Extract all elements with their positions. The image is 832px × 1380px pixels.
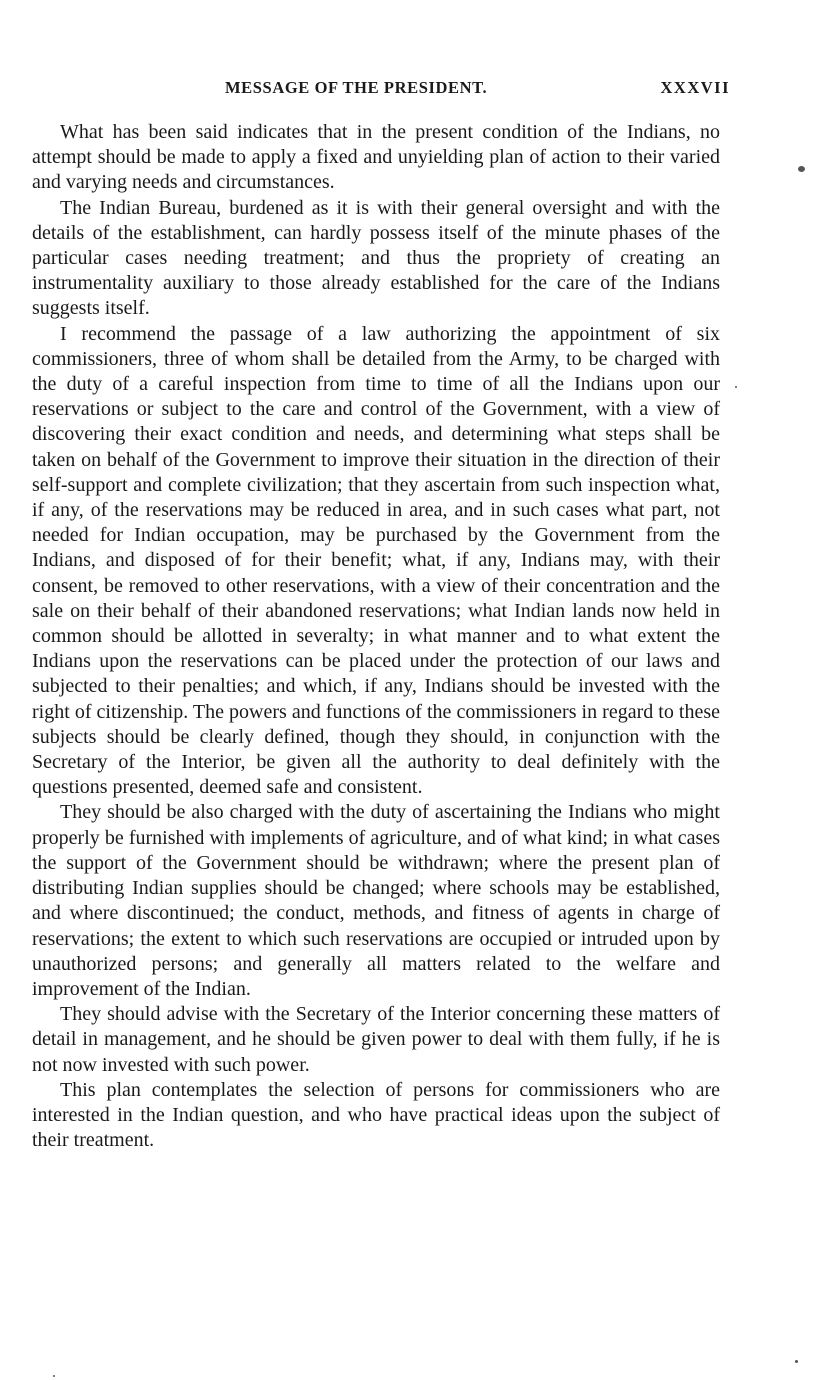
running-header [30,78,730,100]
scan-speck [735,386,737,388]
paragraph-6: This plan contemplates the selection of persons for commissioners who are interested in the Indian question, and who have practical ideas upon the subject of their treatment. [32,1078,720,1152]
scan-speck [53,1375,55,1377]
header-title: MESSAGE OF THE PRESIDENT. [225,78,488,97]
page-number: XXXVII [660,78,730,97]
body-text [32,120,720,1153]
paragraph-1: What has been said indicates that in the present condition of the Indians, no attempt should be made to apply a fixed and unyielding plan of action to their varied and varying needs and circumstances. [32,121,720,194]
scan-speck [795,1360,798,1363]
scan-speck [798,166,805,172]
paragraph-5: They should advise with the Secretary of the Interior concerning these matters of detail in management, and he should be given power to deal with them fully, if he is not now invested with such power. [32,1003,720,1076]
paragraph-4: They should be also charged with the duty of ascertaining the Indians who might properly be furnished with implements of agriculture, and of what kind; in what cases the support of the Government should be withdrawn; where the present plan of distributing Indian supplies should be changed; where schools may be established, and where discontinued; the conduct, methods, and fitness of agents in charge of reservations; the extent to which such reservations are occupied or intruded upon by unauthorized persons; and generally all matters related to the welfare and improvement of the Indian. [32,801,720,1000]
paragraph-3: I recommend the passage of a law authorizing the appointment of six commissioners, three of whom shall be detailed from the Army, to be charged with the duty of a careful inspection from time to time of all the Indians upon our reservations or subject to the care and control of the Government, with a view of discovering their exact condition and needs, and determining what steps shall be taken on behalf of the Government to improve their situation in the direction of their self-support and complete civilization; that they ascertain from such inspection what, if any, of the reservations may be reduced in area, and in such cases what part, not needed for Indian occupation, may be purchased by the Government from the Indians, and disposed of for their benefit; what, if any, Indians may, with their consent, be removed to other reservations, with a view of their concentration and the sale on their behalf of their abandoned reservations; what Indian lands now held in common should be allotted in severalty; in what manner and to what extent the Indians upon the reservations can be placed under the protection of our laws and subjected to their penalties; and which, if any, Indians should be invested with the right of citizenship. The powers and functions of the commissioners in regard to these subjects should be clearly defined, though they should, in conjunction with the Secretary of the Interior, be given all the authority to deal definitely with the questions presented, deemed safe and consistent. [32,322,720,799]
paragraph-2: The Indian Bureau, burdened as it is with their general oversight and with the details of the establishment, can hardly possess itself of the minute phases of the particular cases needing treatment; and thus the propriety of creating an instrumentality auxiliary to those already established for the care of the Indians suggests itself. [32,196,720,320]
